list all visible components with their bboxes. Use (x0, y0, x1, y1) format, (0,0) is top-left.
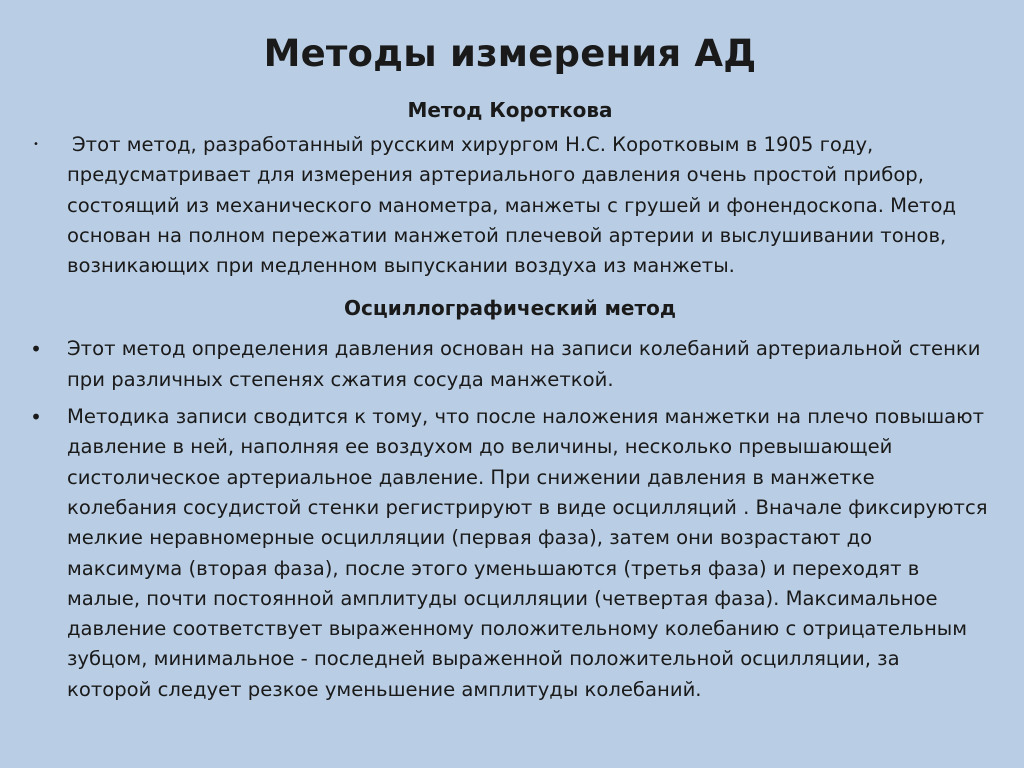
bullet-icon: • (30, 405, 42, 430)
list-item (30, 130, 990, 281)
bullet-text: Этот метод, разработанный русским хирургом Н.С. Коротковым в 1905 году, предусматривает для измерения артериального давления очень простой прибор, состоящий из механического манометра, манжеты с грушей и фонендоскопа. Метод основан на полном пережатии манжетой плечевой артерии и выслушивании тонов, возникающих при медленном выпускании воздуха из манжеты. (67, 133, 957, 278)
list-item (30, 334, 990, 395)
section-heading-oscillographic: Осциллографический метод (344, 296, 676, 321)
slide-title: Методы измерения АД (263, 32, 757, 75)
oscillographic-bullet-list (30, 334, 990, 705)
list-item (30, 402, 990, 705)
bullet-text: Этот метод определения давления основан на записи колебаний артериальной стенки при различных степенях сжатия сосуда манжеткой. (67, 337, 981, 391)
bullet-icon: • (30, 337, 42, 362)
bullet-icon: • (33, 139, 39, 150)
section-heading-korotkov: Метод Короткова (407, 98, 613, 122)
korotkov-bullet-list (30, 130, 990, 281)
bullet-text: Методика записи сводится к тому, что после наложения манжетки на плечо повышают давление в ней, наполняя ее воздухом до величины, несколько превышающей систолическое артериальное давление. При снижении давления в манжетке колебания сосудистой стенки регистрируют в виде осцилляций . Вначале фиксируются мелкие неравномерные осцилляции (первая фаза), затем они возрастают до максимума (вторая фаза), после этого уменьшаются (третья фаза) и переходят в малые, почти постоянной амплитуды осцилляции (четвертая фаза). Максимальное давление соответствует выраженному положительному колебанию с отрицательным зубцом, минимальное - последней выраженной положительной осцилляции, за которой следует резкое уменьшение амплитуды колебаний. (67, 405, 988, 701)
